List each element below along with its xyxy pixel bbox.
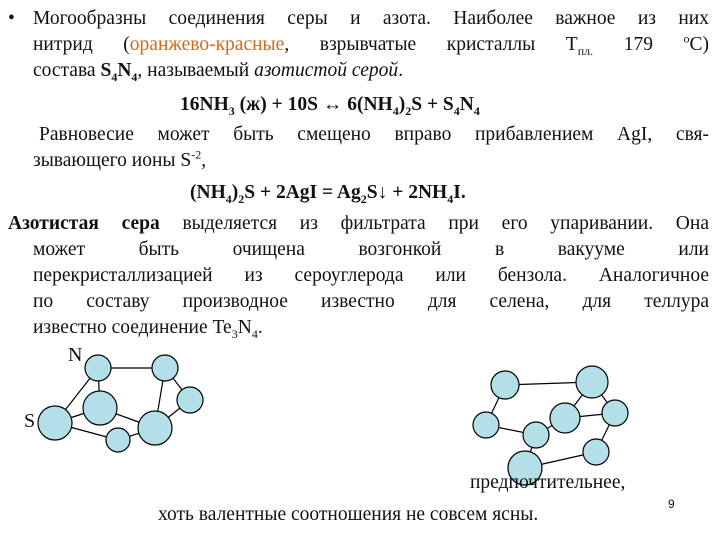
s4n4-structure-right (473, 366, 628, 485)
paragraph-1-line-1: Могообразны соединения серы и азота. Наиболее важное из них (33, 8, 709, 29)
caption-line-1: предпочтительнее, (470, 472, 626, 493)
down-arrow-icon: ↓ (377, 182, 388, 203)
paragraph-2-line-2: зывающего ионы $S^{-2}$, (33, 147, 207, 171)
sulfur-label: S (24, 410, 36, 432)
equation-1: $16NH_3$ (ж) + 10S ↔ $6(NH_4)_2S + S_4N_4$ (180, 94, 480, 118)
caption-line-2: хоть валентные соотношения не совсем ясны. (158, 504, 539, 525)
atom (85, 355, 111, 381)
page-number: 9 (668, 497, 675, 511)
atom (473, 412, 499, 438)
paragraph-3-line-2: может быть очищена возгонкой в вакууме или (33, 239, 709, 260)
nitrogen-label: N (68, 344, 83, 366)
atom (138, 411, 172, 445)
paragraph-3-line-1: Азотистая сера выделяется из фильтрата при его упаривании. Она (8, 213, 709, 234)
paragraph-3-line-5: известно соединение $Te_3N_4$. (33, 317, 263, 341)
atom (550, 403, 580, 433)
paragraph-3-line-3: перекристаллизацией из сероуглерода или бензола. Аналогичное (33, 265, 709, 286)
equation-2: $(NH_4)_2S + 2AgI$ = $Ag_2S↓ + 2NH_4I$. (190, 182, 466, 206)
atom (602, 400, 628, 426)
orange-red-highlight: оранжево-красные (129, 34, 285, 55)
paragraph-1-line-3: состава $S_4N_4$, называемый азотистой серой. (33, 60, 404, 84)
paragraph-2-line-1: Равновесие может быть смещено вправо прибавлением AgI, свя- (39, 124, 709, 145)
double-arrow-icon: ↔ (322, 94, 343, 115)
atom (38, 406, 72, 440)
paragraph-3-line-4: по составу производное известно для селена, для теллура (33, 291, 709, 312)
bullet: • (8, 8, 15, 29)
s4n4-structure-left (38, 355, 203, 452)
atom (583, 439, 609, 465)
atom (106, 428, 130, 452)
atom (177, 387, 203, 413)
paragraph-1-line-2: нитрид (оранжево-красные, взрывчатые кристаллы $T_{пл.}$ 179 $^o$C) (33, 31, 710, 58)
atom (576, 366, 608, 398)
atom (152, 355, 178, 381)
atom (491, 371, 519, 399)
atom (523, 422, 549, 448)
atom (83, 391, 117, 425)
